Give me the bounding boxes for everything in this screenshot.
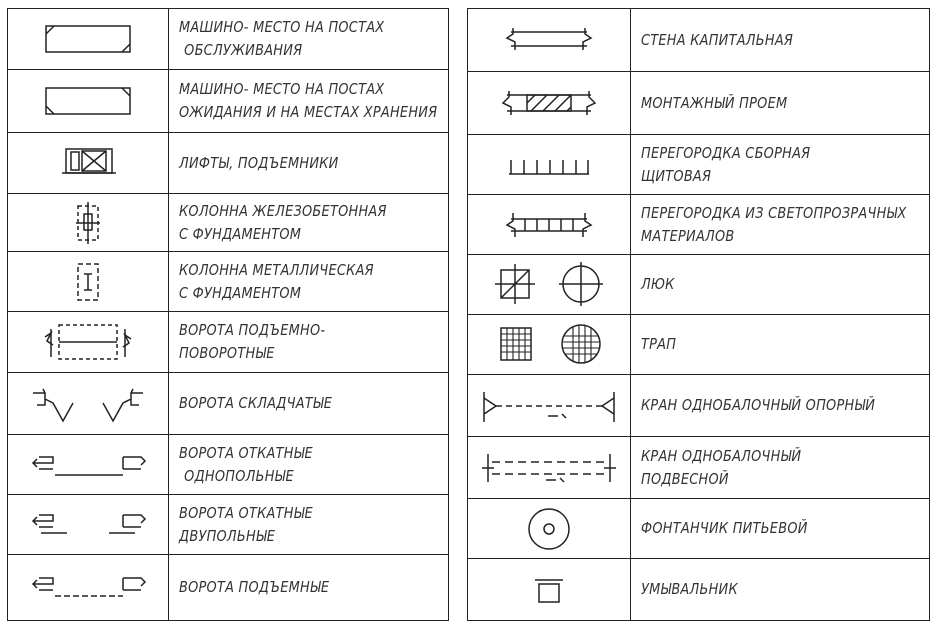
legend-label: ПЕРЕГОРОДКА СБОРНАЯ	[641, 143, 811, 162]
legend-row	[8, 9, 449, 70]
legend-label: МАШИНО- МЕСТО НА ПОСТАХ	[179, 80, 385, 98]
legend-label: ОЖИДАНИЯ И НА МЕСТАХ ХРАНЕНИЯ	[179, 103, 438, 121]
folding-gate-icon	[23, 381, 153, 427]
lifting-gate-icon	[23, 568, 153, 608]
parking-waiting-icon	[38, 83, 138, 119]
legend-row	[468, 315, 930, 375]
legend-label: ЛЮК	[641, 275, 675, 293]
left-legend-table	[7, 8, 449, 621]
legend-label: КОЛОННА ЖЕЛЕЗОБЕТОННАЯ	[179, 201, 387, 220]
legend-label: ПЕРЕГОРОДКА ИЗ СВЕТОПРОЗРАЧНЫХ	[641, 203, 907, 222]
legend-label: МАТЕРИАЛОВ	[641, 226, 735, 245]
legend-label: ОБСЛУЖИВАНИЯ	[184, 41, 303, 59]
legend-label: С ФУНДАМЕНТОМ	[179, 224, 302, 243]
washbasin-icon	[509, 570, 589, 610]
legend-row	[468, 195, 930, 255]
legend-row	[468, 135, 930, 195]
legend-label: СТЕНА КАПИТАЛЬНАЯ	[641, 30, 794, 49]
legend-label: ПОДВЕСНОЙ	[641, 469, 729, 488]
legend-label: ВОРОТА СКЛАДЧАТЫЕ	[179, 394, 333, 412]
legend-label: КРАН ОДНОБАЛОЧНЫЙ ОПОРНЫЙ	[641, 396, 876, 414]
parking-service-icon	[38, 21, 138, 57]
legend-row	[8, 70, 449, 133]
concrete-column-icon	[38, 198, 138, 248]
legend-row	[8, 133, 449, 194]
legend-row	[468, 72, 930, 135]
legend-row	[8, 194, 449, 252]
elevator-icon	[38, 143, 138, 183]
mounting-opening-icon	[489, 83, 609, 123]
hatch-icon	[479, 260, 619, 310]
legend-row	[8, 555, 449, 621]
right-legend-table	[467, 8, 930, 621]
legend-row	[8, 312, 449, 373]
legend-label: УМЫВАЛЬНИК	[641, 580, 738, 598]
suspended-crane-icon	[474, 446, 624, 490]
legend-row	[468, 375, 930, 437]
legend-label: ТРАП	[641, 335, 677, 353]
legend-label: ВОРОТА ОТКАТНЫЕ	[179, 503, 313, 522]
legend-row	[8, 252, 449, 312]
glass-partition-icon	[489, 205, 609, 245]
legend-row	[8, 373, 449, 435]
drinking-fountain-icon	[509, 504, 589, 554]
panel-partition-icon	[489, 150, 609, 180]
legend-row	[8, 495, 449, 555]
legend-row	[468, 499, 930, 559]
sliding-gate-single-icon	[23, 445, 153, 485]
legend-label: ВОРОТА ОТКАТНЫЕ	[179, 443, 313, 462]
metal-column-icon	[38, 258, 138, 306]
legend-label: МОНТАЖНЫЙ ПРОЕМ	[641, 93, 788, 112]
legend-label: МАШИНО- МЕСТО НА ПОСТАХ	[179, 18, 385, 36]
legend-label: С ФУНДАМЕНТОМ	[179, 283, 302, 302]
legend-label: КОЛОННА МЕТАЛЛИЧЕСКАЯ	[179, 260, 374, 279]
legend-label: ЩИТОВАЯ	[641, 166, 712, 185]
legend-label: КРАН ОДНОБАЛОЧНЫЙ	[641, 446, 802, 465]
legend-label: ПОВОРОТНЫЕ	[179, 344, 275, 362]
legend-label: ВОРОТА ПОДЪЕМНО-	[179, 321, 326, 339]
legend-row	[468, 255, 930, 315]
capital-wall-icon	[489, 20, 609, 60]
support-crane-icon	[474, 384, 624, 428]
lift-swing-gate-icon	[33, 319, 143, 365]
legend-label: ЛИФТЫ, ПОДЪЕМНИКИ	[179, 153, 339, 172]
legend-label: ВОРОТА ПОДЪЕМНЫЕ	[179, 578, 330, 596]
legend-row	[8, 435, 449, 495]
legend-label: ФОНТАНЧИК ПИТЬЕВОЙ	[641, 519, 808, 537]
drain-icon	[479, 320, 619, 370]
legend-row	[468, 559, 930, 621]
legend-row	[468, 437, 930, 499]
legend-label: ДВУПОЛЬНЫЕ	[179, 526, 276, 545]
legend-label: ОДНОПОЛЬНЫЕ	[184, 466, 294, 485]
legend-row	[468, 9, 930, 72]
sliding-gate-double-icon	[23, 505, 153, 545]
